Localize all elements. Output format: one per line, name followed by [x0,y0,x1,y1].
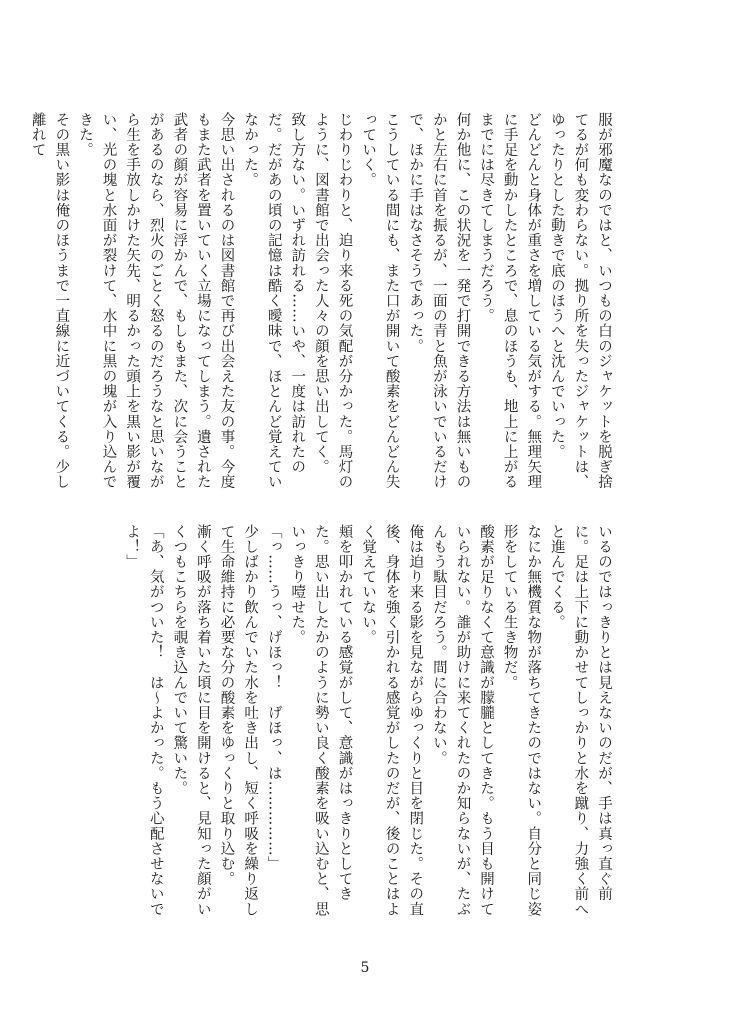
paragraph: その黒い影は俺のほうまで一直線に近づいてくる。少し離れて [29,112,70,490]
paragraph: どんどんと身体が重さを増している気がする。無理矢理に手足を動かしたところで、息のほうも、地上に上がるまでには尽きてしまうだろう。 [478,112,542,490]
paragraph: こうしている間にも、また口が開いて酸素をどんどん失っていく。 [360,112,400,490]
text-block-upper [29,112,615,497]
paragraph: 酸素が足りなくて意識が朦朧としてきた。もう目も開けていられない。誰が助けに来てくれたのか知らないが、たぶんもう駄目だろう。間に合わない。 [430,524,495,917]
paragraph: 漸く呼吸が落ち着いた頃に目を開けると、見知った顔がいくつもこちらを覗き込んでいて驚いた。 [171,524,211,917]
paragraph: いるのではっきりとは見えないのだが、手は真っ直ぐ前に。足は上下に動かせてしっかりと水を蹴り、力強く前へと進んでくる。 [548,524,612,917]
paragraph: なにか無機質な物が落ちてきたのではない。自分と同じ姿形をしている生き物だ。 [501,524,542,917]
dialogue-line: 「あ、気がついた！ は～よかった。もう心配させないでよ！」 [124,524,164,917]
paragraph: 今思い出されるのは図書館で再び出会えた友の事。今度もまた武者を置いていく立場になってしまう。遺された武者の顔が容易に浮かんで、もしもまた、次に会うことがあるのなら、烈火のごとく怒るのだろうなと思いながら生を手放しかけた矢先、明るかった頭上を黒い影が覆い、光の塊と水面が裂けて、水中に黒の塊が入り込んできた。 [76,112,235,490]
paragraph: 服が邪魔なのではと、いつもの白のジャケットを脱ぎ捨てるが何も変わらない。拠り所を失ったジャケットは、ゆったりとした動きで底のほうへと沈んでいった。 [548,112,612,490]
paragraph: 何か他に、この状況を一発で打開できる方法は無いものかと左右に首を振るが、一面の青と魚が泳いでいるだけで、ほかに手はなさそうであった。 [407,112,471,490]
page-number: 5 [360,960,370,976]
paragraph: 少しばかり飲んでいた水を吐き出し、短く呼吸を繰り返して生命維持に必要な分の酸素をゆっくりと取り込む。 [218,524,259,917]
paragraph: 頬を叩かれている感覚がして、意識がはっきりとしてきた。思い出したかのように勢い良く酸素を吸い込むと、思いっきり噎せた。 [289,524,353,917]
dialogue-line: 「っ……うっ、げほっ！ げほっ、は……………」 [265,524,282,872]
paragraph: 致し方ない。いずれ訪れる……いや、一度は訪れたのだ。だがあの頃の記憶は酷く曖昧で、ほとんど覚えていなかった。 [242,112,306,490]
paragraph: じわりじわりと、迫り来る死の気配が分かった。馬灯のように、図書館で出会った人々の顔を思い出してく。 [312,112,353,490]
paragraph: 俺は迫り来る影を見ながらゆっくりと目を閉じた。その直後、身体を強く引かれる感覚がしたのだが、後のことはよく覚えていない。 [360,524,424,917]
text-block-lower [115,524,615,924]
